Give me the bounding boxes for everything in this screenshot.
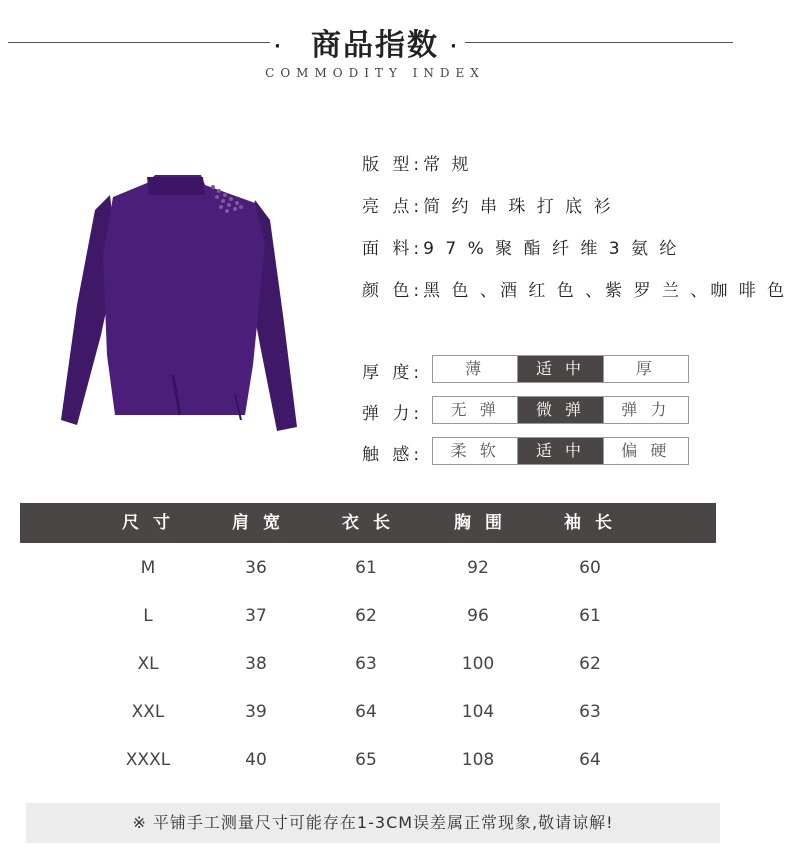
- cell-length: 64: [355, 702, 377, 722]
- cell-shoulder: 38: [245, 654, 267, 674]
- cell-length: 61: [355, 558, 377, 578]
- turtleneck-sweater-icon: [55, 165, 305, 440]
- spec-highlight: [362, 192, 614, 217]
- cell-size: XXXL: [125, 750, 171, 770]
- cell-sleeve: 61: [579, 606, 601, 626]
- spec-style-label: 版 型:: [362, 155, 424, 175]
- feel-label: 触 感:: [362, 445, 424, 465]
- measurement-note: ※ 平铺手工测量尺寸可能存在1-3CM误差属正常现象,敬请谅解!: [26, 803, 720, 843]
- header-dot-left: ·: [274, 36, 281, 57]
- header-rule-right: [465, 42, 733, 43]
- feel-option-medium: 适 中: [518, 438, 603, 464]
- col-size: 尺 寸: [122, 513, 174, 533]
- cell-size: XXL: [131, 702, 165, 722]
- cell-sleeve: 60: [579, 558, 601, 578]
- spec-colors-label: 颜 色:: [362, 281, 424, 301]
- spec-fabric: [362, 234, 679, 259]
- cell-shoulder: 36: [245, 558, 267, 578]
- spec-style-value: 常 规: [423, 155, 472, 175]
- cell-chest: 108: [461, 750, 495, 770]
- cell-sleeve: 62: [579, 654, 601, 674]
- product-image: [55, 165, 305, 440]
- table-row: [20, 700, 716, 724]
- cell-length: 65: [355, 750, 377, 770]
- cell-chest: 104: [461, 702, 495, 722]
- thickness-option-thick: 厚: [635, 359, 656, 378]
- cell-length: 62: [355, 606, 377, 626]
- cell-size: M: [140, 558, 156, 578]
- spec-colors: [362, 276, 787, 301]
- thickness-label: 厚 度:: [362, 363, 424, 383]
- cell-shoulder: 40: [245, 750, 267, 770]
- spec-highlight-label: 亮 点:: [362, 197, 424, 217]
- col-length: 衣 长: [342, 513, 394, 533]
- elasticity-label: 弹 力:: [362, 404, 424, 424]
- thickness-option-medium: 适 中: [518, 356, 603, 382]
- spec-fabric-label: 面 料:: [362, 239, 424, 259]
- feel-option-firm: 偏 硬: [621, 441, 671, 460]
- cell-shoulder: 39: [245, 702, 267, 722]
- spec-style: [362, 150, 472, 175]
- cell-sleeve: 64: [579, 750, 601, 770]
- page-subtitle: COMMODITY INDEX: [265, 66, 485, 80]
- feel-option-soft: 柔 软: [433, 438, 518, 464]
- size-table-header: [20, 503, 716, 543]
- cell-chest: 96: [467, 606, 489, 626]
- header-dot-right: ·: [450, 36, 457, 57]
- cell-chest: 100: [461, 654, 495, 674]
- thickness-scale: [432, 355, 689, 383]
- page-title: 商品指数: [311, 28, 439, 63]
- elasticity-option-none: 无 弹: [433, 397, 518, 423]
- feel-scale: [432, 437, 689, 465]
- thickness-option-thin: 薄: [433, 356, 518, 382]
- spec-highlight-value: 简 约 串 珠 打 底 衫: [423, 197, 614, 217]
- table-row: [20, 604, 716, 628]
- header-rule-left: [8, 42, 270, 43]
- cell-size: XL: [137, 654, 159, 674]
- elasticity-option-slight: 微 弹: [518, 397, 603, 423]
- spec-colors-value: 黑 色 、酒 红 色 、紫 罗 兰 、咖 啡 色: [423, 281, 787, 301]
- cell-length: 63: [355, 654, 377, 674]
- table-row: [20, 652, 716, 676]
- cell-chest: 92: [467, 558, 489, 578]
- table-row: [20, 748, 716, 772]
- cell-size: L: [143, 606, 153, 626]
- col-chest: 胸 围: [454, 513, 506, 533]
- table-row: [20, 556, 716, 580]
- elasticity-option-stretch: 弹 力: [621, 400, 671, 419]
- spec-fabric-value: 9 7 % 聚 酯 纤 维 3 氨 纶: [423, 239, 680, 259]
- elasticity-scale: [432, 396, 689, 424]
- cell-shoulder: 37: [245, 606, 267, 626]
- col-shoulder: 肩 宽: [232, 513, 284, 533]
- cell-sleeve: 63: [579, 702, 601, 722]
- col-sleeve: 袖 长: [564, 513, 616, 533]
